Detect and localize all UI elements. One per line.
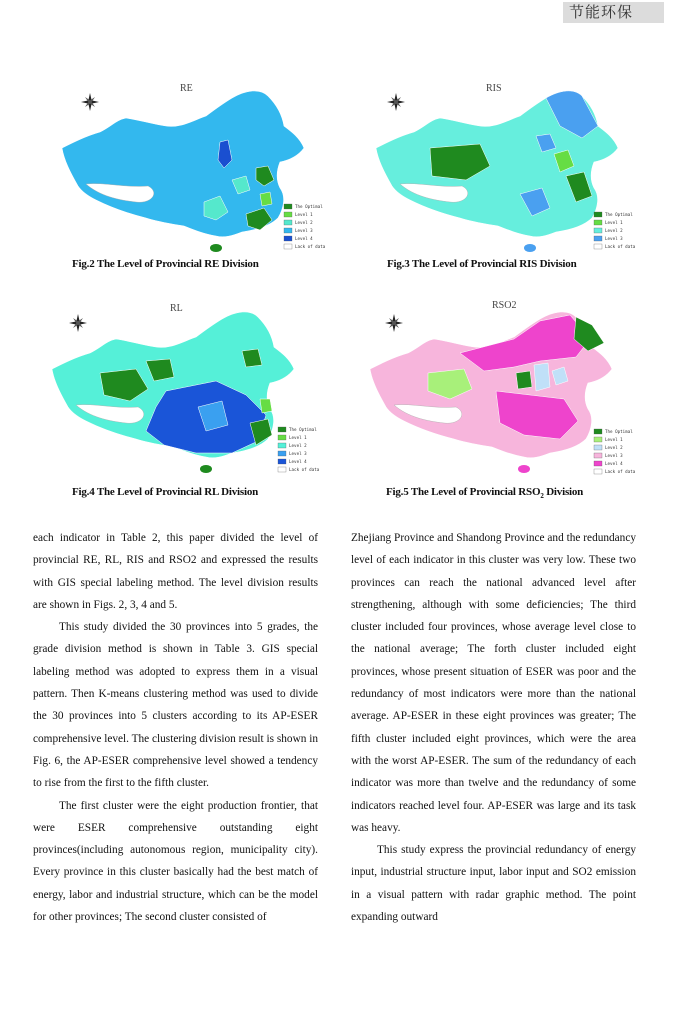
legend-label: Lack of data xyxy=(295,244,326,249)
legend-label: The Optimal xyxy=(289,427,317,432)
legend-label: Level 2 xyxy=(289,443,307,448)
map-legend xyxy=(284,204,326,249)
map-title: RE xyxy=(180,83,193,94)
re-map-svg xyxy=(56,76,336,256)
left-text-column xyxy=(33,527,318,928)
legend-label: Level 2 xyxy=(295,220,313,225)
legend-label: The Optimal xyxy=(295,204,323,209)
figure-ris-map xyxy=(370,76,645,256)
map-title: RL xyxy=(170,303,183,314)
legend-label: Level 4 xyxy=(289,459,307,464)
paragraph: This study express the provincial redundancy of energy input, industrial structure input, labor input and SO2 emission in a visual pattern with radar graphic method. The point expanding outward xyxy=(351,844,636,924)
legend-label: Level 4 xyxy=(295,236,313,241)
figure-caption: Fig.2 The Level of Provincial RE Division xyxy=(72,258,259,270)
legend-label: Level 1 xyxy=(289,435,307,440)
figure-re-map xyxy=(56,76,336,256)
compass-rose-icon xyxy=(387,93,405,111)
map-legend xyxy=(594,212,636,249)
legend-label: Level 3 xyxy=(289,451,307,456)
map-legend xyxy=(594,429,636,474)
paragraph: This study divided the 30 provinces into 5 grades, the grade division method is shown in Table 3. GIS special labeling method was adopted to express them in a visual pattern. Then K-means clustering method was used to divide the 30 provinces into 5 clusters according to its AP-ESER comprehensive level. The clustering division result is shown in Fig. 6, the AP-ESER comprehensive level showed a tendency to rise from the first to the fifth cluster. xyxy=(33,621,318,790)
right-text-column xyxy=(351,527,636,928)
map-legend xyxy=(278,427,320,472)
paragraph: The first cluster were the eight production frontier, that were ESER comprehensive outstanding eight provinces(including autonomous region, municipality city). Every province in this cluster basically had the best match of energy, labor and industrial structure, which can be the model for other provinces; The second cluster consisted of xyxy=(33,799,318,924)
legend-label: Level 2 xyxy=(605,445,623,450)
compass-rose-icon xyxy=(69,314,87,332)
map-title: RSO2 xyxy=(492,300,517,311)
legend-label: Lack of data xyxy=(605,469,636,474)
figure-caption: Fig.3 The Level of Provincial RIS Division xyxy=(387,258,577,270)
compass-rose-icon xyxy=(385,314,403,332)
ris-map-svg xyxy=(370,76,645,256)
legend-label: Lack of data xyxy=(605,244,636,249)
figure-caption: Fig.5 The Level of Provincial $RSO_2$ Division xyxy=(386,486,584,501)
compass-rose-icon xyxy=(81,93,99,111)
paragraph: Zhejiang Province and Shandong Province and the redundancy level of each indicator in this cluster was very low. These two provinces can reach the national advanced level after strengthening, although with some deficiencies; The third cluster included four provinces, whose average level close to the national average; The forth cluster included eight provinces, whose present situation of ESER was poor and the redundancy of most indicators were more than the national average. AP-ESER in these eight provinces was greater; The fifth cluster included eight provinces, which were the area with the worst AP-ESER. The sum of the redundancy of each indicator was more than twelve and the redundancy of some indicators reached level four. AP-ESER was large and its task was heavy. xyxy=(351,532,636,834)
legend-label: Level 1 xyxy=(295,212,313,217)
legend-label: Level 3 xyxy=(295,228,313,233)
legend-label: Level 3 xyxy=(605,453,623,458)
figure-rl-map xyxy=(46,295,336,477)
legend-label: Lack of data xyxy=(289,467,320,472)
figure-caption: Fig.4 The Level of Provincial RL Division xyxy=(72,486,259,498)
legend-label: The Optimal xyxy=(605,212,633,217)
figure-rso2-map xyxy=(364,295,644,477)
legend-label: Level 3 xyxy=(605,236,623,241)
legend-label: The Optimal xyxy=(605,429,633,434)
legend-label: Level 1 xyxy=(605,220,623,225)
legend-label: Level 1 xyxy=(605,437,623,442)
journal-section-tag: 节能环保 xyxy=(563,2,664,23)
rl-map-svg xyxy=(46,295,336,477)
legend-label: Level 4 xyxy=(605,461,623,466)
rso2-map-svg xyxy=(364,295,644,477)
map-title: RIS xyxy=(486,83,502,94)
paragraph: each indicator in Table 2, this paper divided the level of provincial RE, RL, RIS and RSO2 and expressed the results with GIS special labeling method. The level division results are shown in Figs. 2, 3, 4 and 5. xyxy=(33,532,318,611)
legend-label: Level 2 xyxy=(605,228,623,233)
